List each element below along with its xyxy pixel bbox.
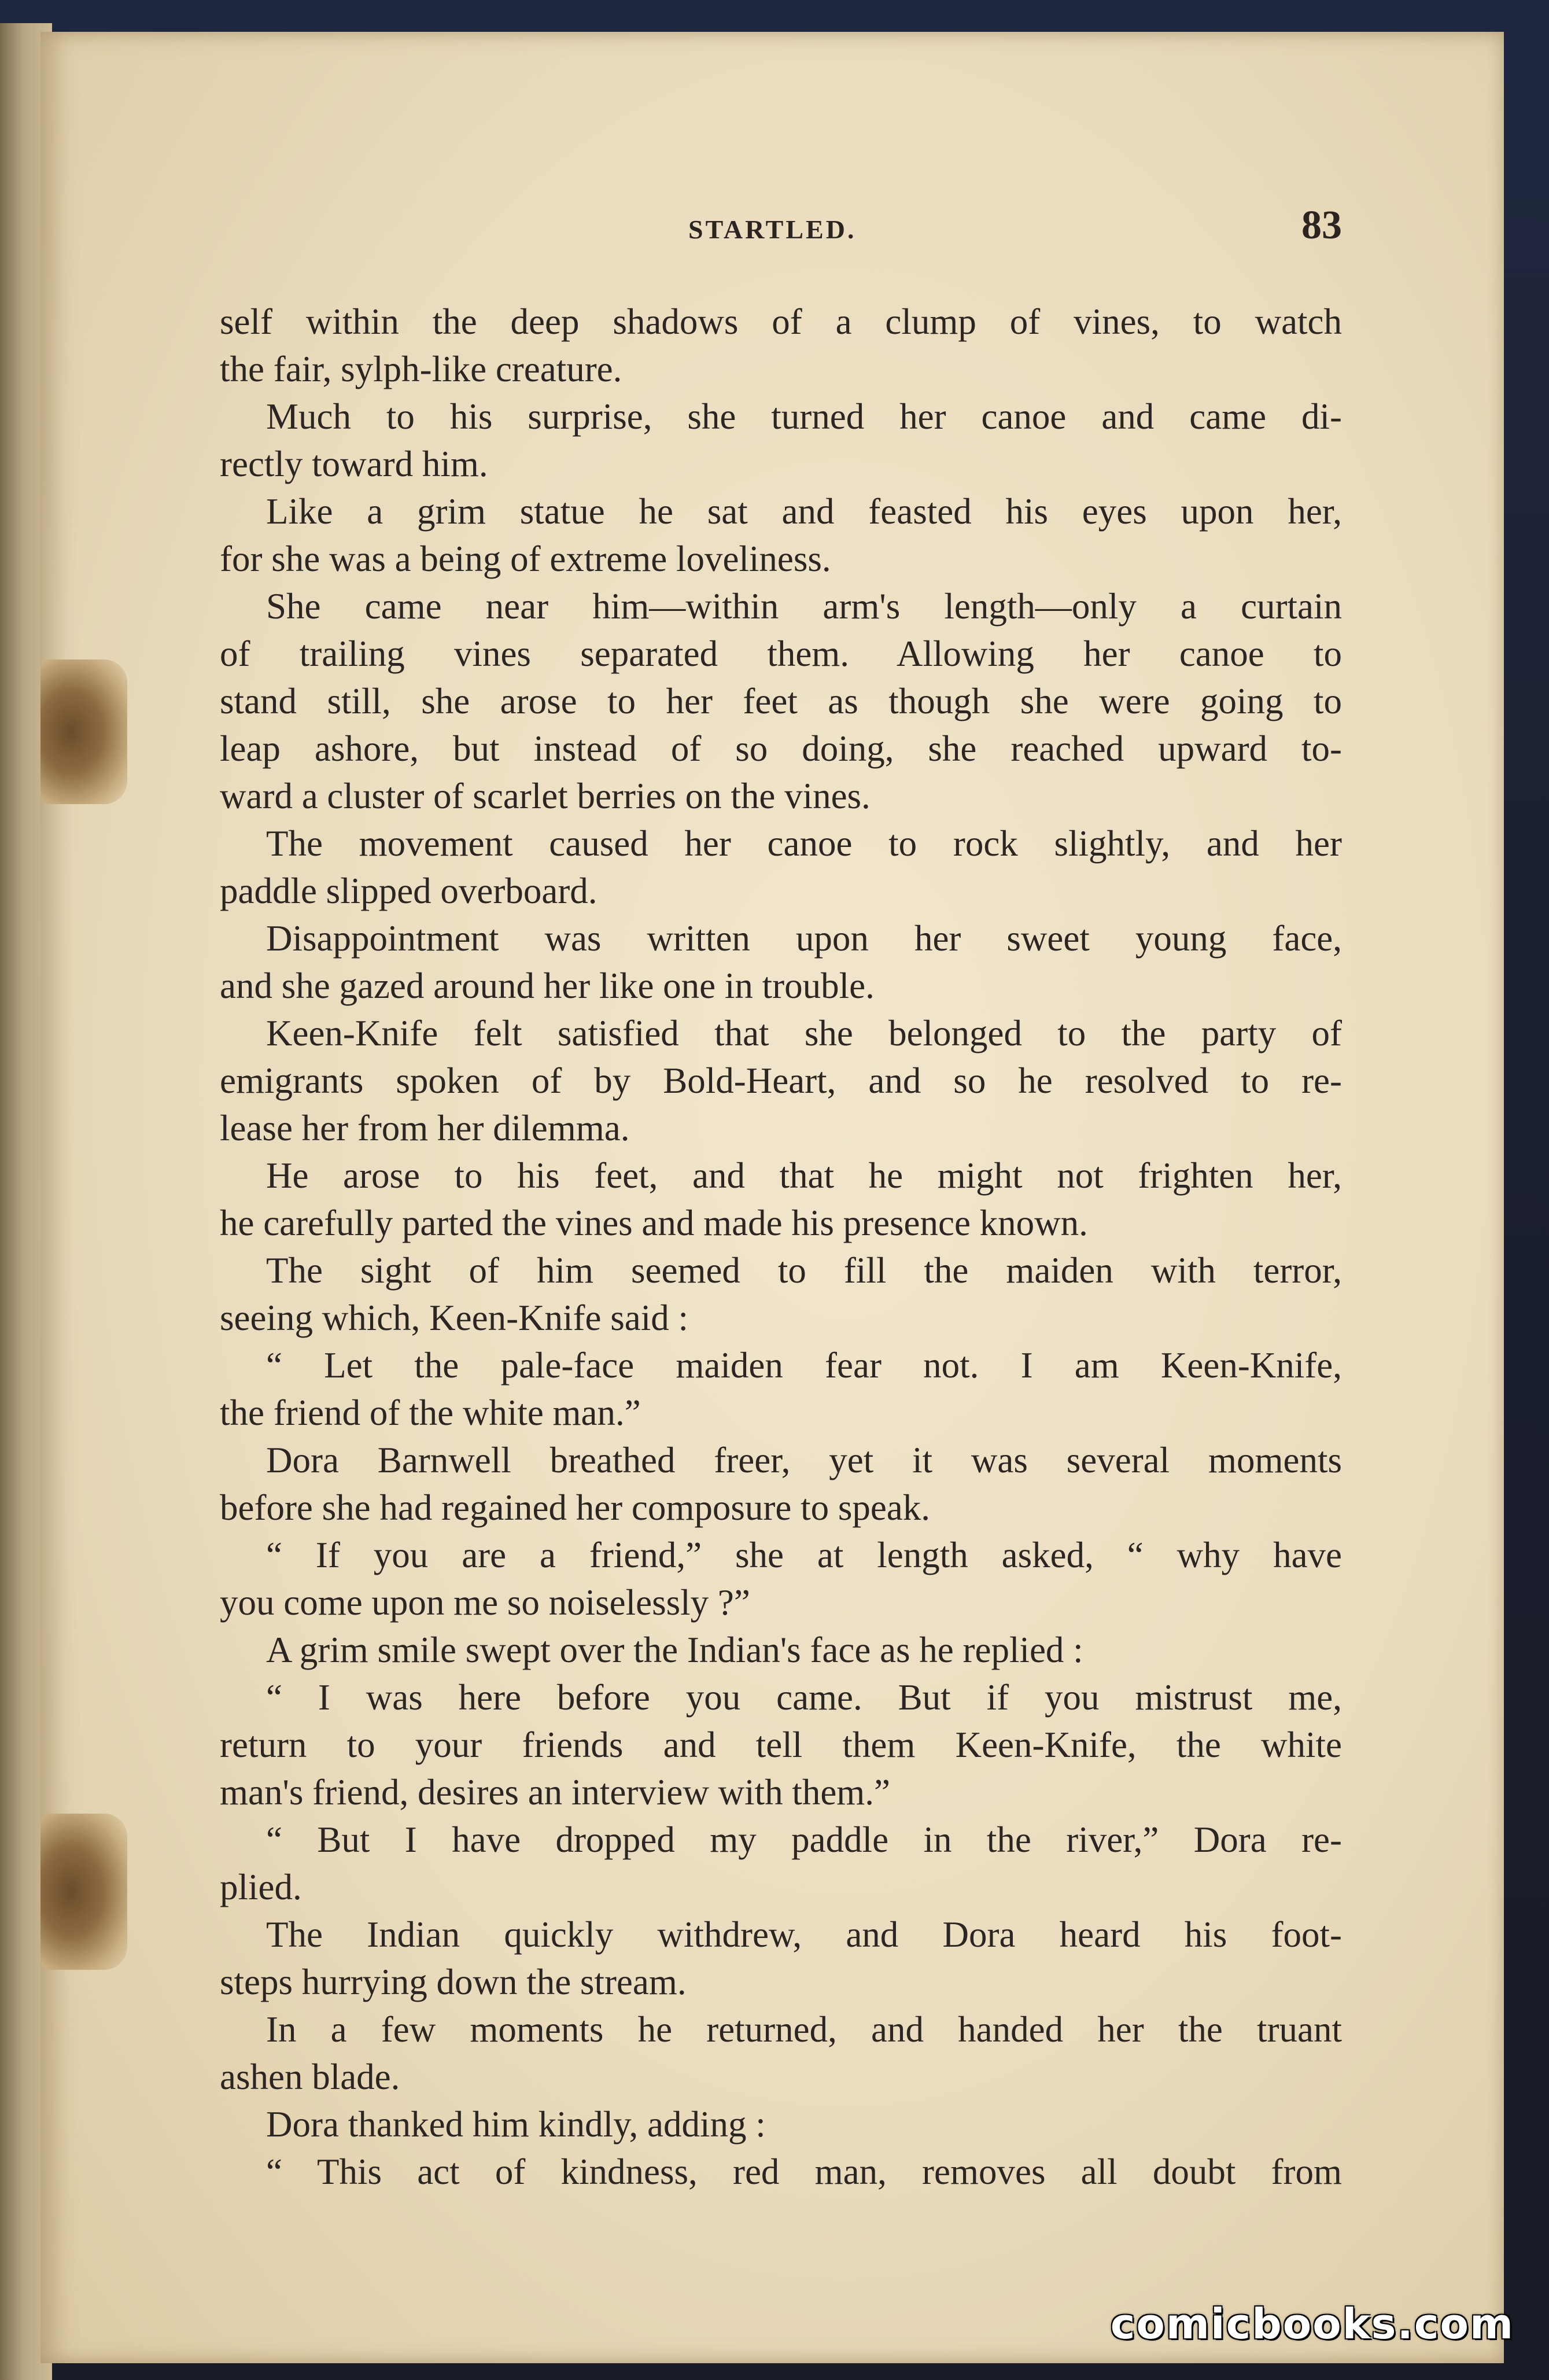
text-line: Much to his surprise, she turned her canoe and came di- (266, 396, 1342, 437)
text-line: return to your friends and tell them Keen-Knife, the white (220, 1725, 1342, 1765)
text-line: A grim smile swept over the Indian's face as he replied : (266, 1630, 1083, 1670)
text-line: Keen-Knife felt satisfied that she belonged to the party of (266, 1013, 1342, 1053)
text-line: stand still, she arose to her feet as though she were going to (220, 681, 1342, 721)
text-line: In a few moments he returned, and handed her the truant (266, 2009, 1342, 2050)
text-line: ward a cluster of scarlet berries on the vines. (220, 776, 871, 816)
text-line: the fair, sylph-like creature. (220, 349, 622, 389)
body-text (220, 298, 1342, 2195)
page-number: 83 (1301, 203, 1342, 248)
text-line: The movement caused her canoe to rock slightly, and her (266, 823, 1342, 864)
text-line: She came near him—within arm's length—only a curtain (266, 586, 1342, 627)
text-line: paddle slipped overboard. (220, 871, 598, 911)
text-line: The Indian quickly withdrew, and Dora heard his foot- (266, 1914, 1342, 1955)
text-line: The sight of him seemed to fill the maiden with terror, (266, 1250, 1342, 1291)
text-line: and she gazed around her like one in trouble. (220, 966, 875, 1006)
site-watermark: comicbooks.com (1110, 2300, 1514, 2348)
text-line: lease her from her dilemma. (220, 1108, 630, 1148)
text-line: the friend of the white man.” (220, 1392, 641, 1433)
text-line: He arose to his feet, and that he might not frighten her, (266, 1155, 1342, 1196)
text-line: Disappointment was written upon her sweet young face, (266, 918, 1342, 959)
text-line: plied. (220, 1867, 302, 1907)
text-line: of trailing vines separated them. Allowing her canoe to (220, 633, 1342, 674)
text-line: Dora thanked him kindly, adding : (266, 2104, 766, 2145)
binding-stitch-bottom (40, 1814, 127, 1970)
text-line: before she had regained her composure to speak. (220, 1487, 931, 1528)
text-line: rectly toward him. (220, 444, 488, 484)
text-line: emigrants spoken of by Bold-Heart, and so he resolved to re- (220, 1060, 1342, 1101)
text-line: for she was a being of extreme loveliness. (220, 539, 831, 579)
text-line: seeing which, Keen-Knife said : (220, 1298, 688, 1338)
text-line: Dora Barnwell breathed freer, yet it was several moments (266, 1440, 1342, 1480)
text-line: “ But I have dropped my paddle in the river,” Dora re- (266, 1819, 1342, 1860)
text-line: self within the deep shadows of a clump of vines, to watch (220, 301, 1342, 342)
text-line: ashen blade. (220, 2057, 400, 2097)
running-head: STARTLED. (688, 215, 857, 244)
text-line: “ This act of kindness, red man, removes all doubt from (266, 2151, 1342, 2192)
binding-stitch-top (40, 660, 127, 804)
text-line: Like a grim statue he sat and feasted his eyes upon her, (266, 491, 1342, 532)
text-line: man's friend, desires an interview with them.” (220, 1772, 891, 1812)
text-line: “ I was here before you came. But if you mistrust me, (266, 1677, 1342, 1718)
text-line: steps hurrying down the stream. (220, 1962, 687, 2002)
text-line: you come upon me so noiselessly ?” (220, 1582, 750, 1623)
text-line: leap ashore, but instead of so doing, she reached upward to- (220, 728, 1342, 769)
text-line: he carefully parted the vines and made his presence known. (220, 1203, 1088, 1243)
text-line: “ If you are a friend,” she at length asked, “ why have (266, 1535, 1342, 1575)
text-line: “ Let the pale-face maiden fear not. I am Keen-Knife, (266, 1345, 1342, 1386)
